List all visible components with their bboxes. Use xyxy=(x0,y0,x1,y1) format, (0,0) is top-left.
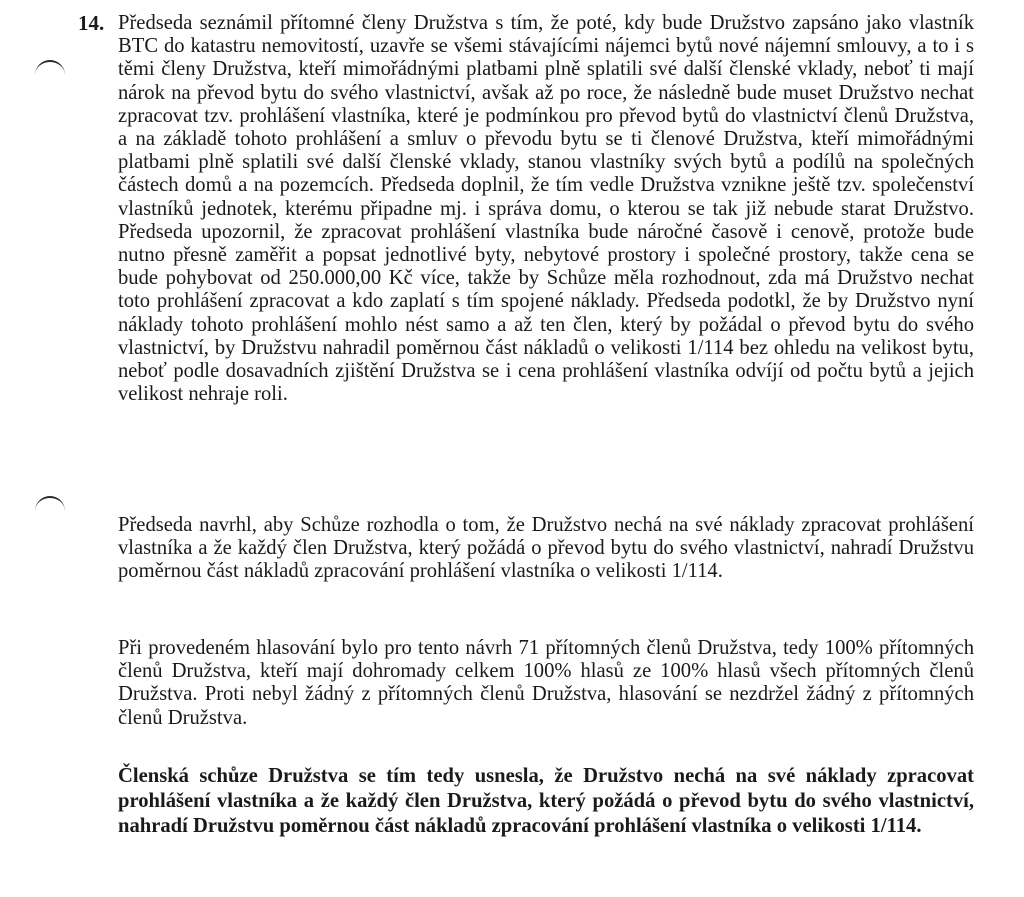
paragraph-proposal: Předseda navrhl, aby Schůze rozhodla o tom, že Družstvo nechá na své náklady zpracovat prohlášení vlastníka a že každý člen Družstva, který požádá o převod bytu do svého vlastnictví, nahradí Družstvu poměrnou část nákladů zpracování prohlášení vlastníka o velikosti 1/114. xyxy=(118,514,974,583)
paragraph-vote-result: Při provedeném hlasování bylo pro tento návrh 71 přítomných členů Družstva, tedy 100% přítomných členů Družstva, kteří mají dohromady celkem 100% hlasů ze 100% hlasů všech přítomných členů Družstva. Proti nebyl žádný z přítomných členů Družstva, hlasování se nezdržel žádný z přítomných členů Družstva. xyxy=(118,637,974,729)
punch-hole-mark xyxy=(35,60,65,76)
item-number: 14. xyxy=(78,11,105,35)
punch-hole-mark xyxy=(35,496,65,512)
paragraph-resolution: Členská schůze Družstva se tím tedy usnesla, že Družstvo nechá na své náklady zpracovat prohlášení vlastníka a že každý člen Družstva, který požádá o převod bytu do svého vlastnictví, nahradí Družstvu poměrnou část nákladů zpracování prohlášení vlastníka o velikosti 1/114. xyxy=(118,765,974,837)
paragraph-chairman-report: Předseda seznámil přítomné členy Družstva s tím, že poté, kdy bude Družstvo zapsáno jako vlastník BTC do katastru nemovitostí, uzavře se všemi stávajícími nájemci bytů nové nájemní smlouvy, a to i s těmi členy Družstva, kteří mimořádnými platbami plně splatili své další členské vklady, neboť ti mají nárok na převod bytu do svého vlastnictví, avšak až po roce, že následně bude muset Družstvo nechat zpracovat tzv. prohlášení vlastníka, které je podmínkou pro převod bytů do vlastnictví členů Družstva, a na základě tohoto prohlášení a smluv o převodu bytu se ti členové Družstva, kteří mimořádnými platbami plně splatili své další členské vklady, stanou vlastníky svých bytů a podílů na společných částech domů a na pozemcích. Předseda doplnil, že tím vedle Družstva vznikne ještě tzv. společenství vlastníků jednotek, kterému připadne mj. i správa domu, o kterou se tak již nebude starat Družstvo. Předseda upozornil, že zpracovat prohlášení vlastníka bude náročné časově i cenově, protože bude nutno přesně zaměřit a popsat jednotlivé byty, nebytové prostory i společné prostory, takže cena se bude pohybovat od 250.000,00 Kč více, takže by Schůze měla rozhodnout, zda má Družstvo nechat toto prohlášení zpracovat a kdo zaplatí s tím spojené náklady. Předseda podotkl, že by Družstvo nyní náklady tohoto prohlášení mohlo nést samo a až ten člen, který by požádal o převod bytu do svého vlastnictví, by Družstvu nahradil poměrnou část nákladů o velikosti 1/114 bez ohledu na velikost bytu, neboť podle dosavadních zjištění Družstva se i cena prohlášení vlastníka odvíjí od počtu bytů a jejich velikost nehraje roli. xyxy=(118,12,974,406)
